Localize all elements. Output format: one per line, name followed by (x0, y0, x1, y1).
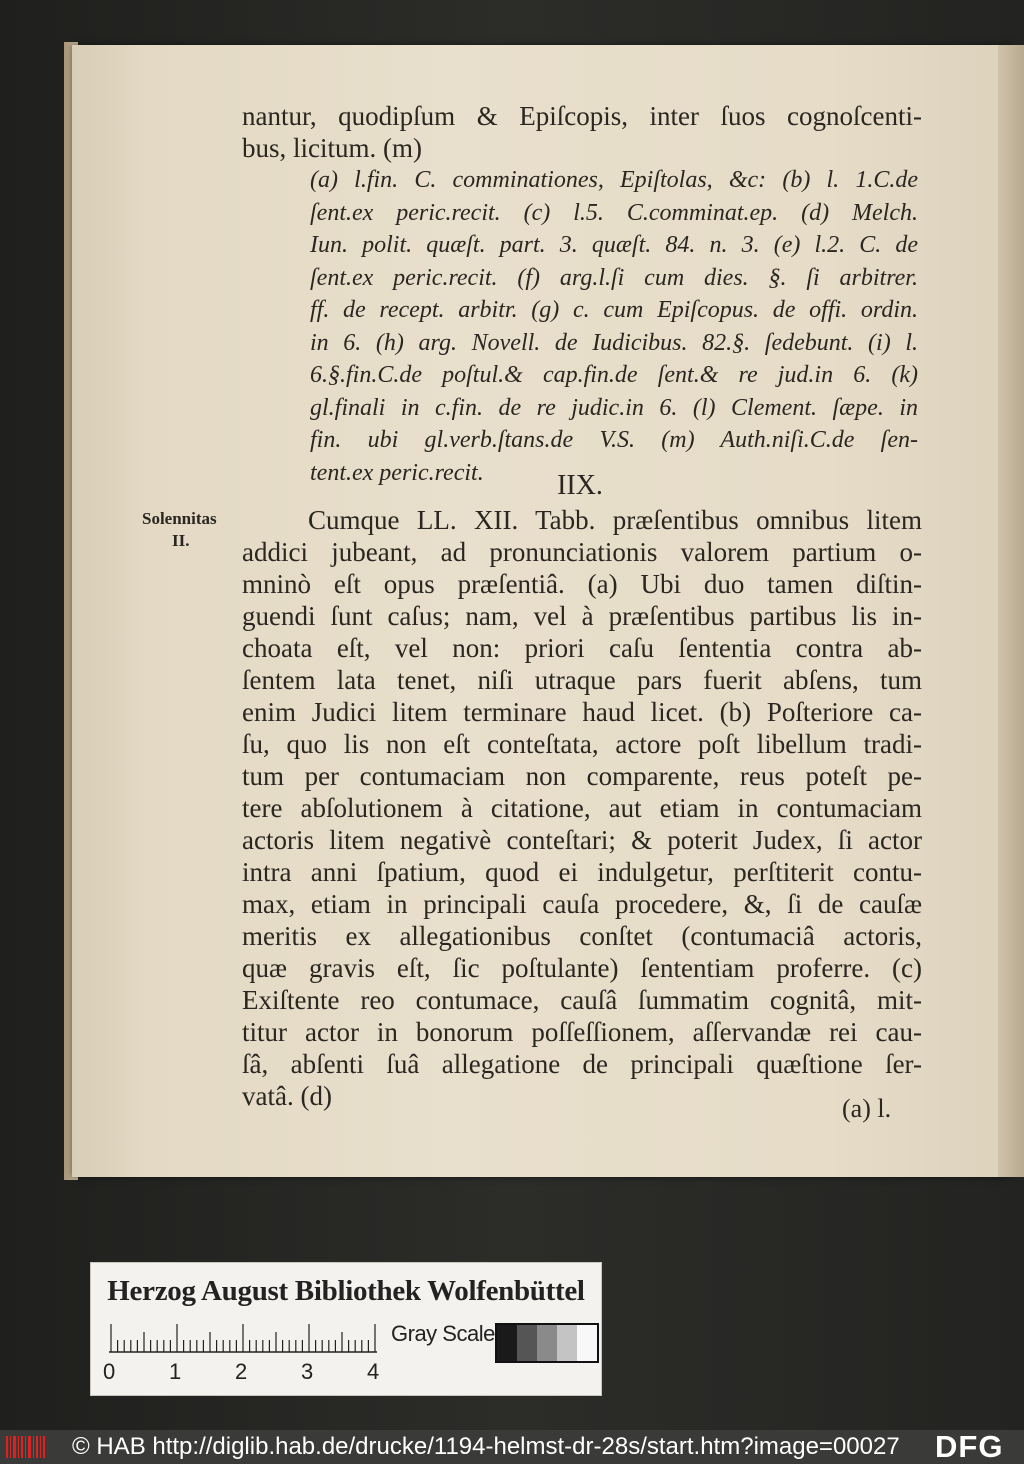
text-line: quæ gravis eſt, ſic poſtulante) ſententiam proferre. (c) (242, 953, 922, 983)
gray-swatch (517, 1325, 537, 1361)
footnote-line: fin. ubi gl.verb.ſtans.de V.S. (m) Auth.niſi.C.de ſen- (310, 427, 918, 453)
body-text-top (242, 100, 922, 164)
footnote-line: Iun. polit. quæſt. part. 3. quæſt. 84. n. 3. (e) l.2. C. de (310, 232, 918, 258)
gray-swatch (497, 1325, 517, 1361)
ruler-number: 2 (235, 1359, 248, 1384)
text-line: addici jubeant, ad pronunciationis valorem partium o- (242, 537, 922, 567)
text-line: mninò eſt opus præſentiâ. (a) Ubi duo tamen diſtin- (242, 569, 922, 599)
source-url: © HAB http://diglib.hab.de/drucke/1194-helmst-dr-28s/start.htm?image=00027 (72, 1433, 900, 1460)
text-line: choata eſt, vel non: priori caſu ſententia contra ab- (242, 633, 922, 663)
text-line: actoris litem negativè conteſtari; & poterit Judex, ſi actor (242, 825, 922, 855)
footnote-line: tent.ex peric.recit. (310, 459, 484, 486)
ruler-number: 3 (301, 1359, 314, 1384)
text-line: tum per contumaciam non comparente, reus poteſt pe- (242, 761, 922, 791)
text-line: intra anni ſpatium, quod ei indulgetur, perſtiterit contu- (242, 857, 922, 887)
text-line: Cumque LL. XII. Tabb. præſentibus omnibus litem (308, 505, 922, 535)
facing-page-strip (998, 45, 1024, 1177)
text-line: enim Judici litem terminare haud licet. (b) Poſteriore ca- (242, 697, 922, 727)
footnote-line: in 6. (h) arg. Novell. de Iudicibus. 82.§. ſedebunt. (i) l. (310, 329, 918, 356)
footnote-line: gl.finali in c.fin. de re judic.in 6. (l) Clement. ſæpe. in (310, 394, 918, 421)
ruler-number: 1 (169, 1359, 182, 1384)
text-line: ſentem lata tenet, niſi utraque pars fuerit abſens, tum (242, 665, 922, 695)
dfg-logo: DFG (935, 1429, 1004, 1464)
text-line: guendi ſunt caſus; nam, vel à præſentibus partibus lis in- (242, 601, 922, 631)
gray-scale-label: Gray Scale (391, 1321, 495, 1346)
footnote-line: 6.§.fin.C.de poſtul.& cap.fin.de ſent.& re jud.in 6. (k) (310, 362, 918, 388)
catchword: (a) l. (842, 1094, 892, 1123)
text-line: meritis ex allegationibus conſtet (contumaciâ actoris, (242, 921, 922, 951)
footnote-line: ff. de recept. arbitr. (g) c. cum Epiſcopus. de offi. ordin. (310, 297, 918, 323)
gray-swatch (537, 1325, 557, 1361)
margin-note-line: Solennitas (142, 509, 217, 528)
margin-note (142, 508, 242, 552)
text-line: vatâ. (d) (242, 1081, 332, 1111)
text-line: Exiſtente reo contumace, cauſâ ſummatim cognitâ, mit- (242, 985, 922, 1015)
text-line: ſâ, abſenti ſuâ allegatione de principali quæſtione ſer- (242, 1049, 922, 1079)
ruler-number: 0 (103, 1359, 116, 1384)
footnote-line: ſent.ex peric.recit. (f) arg.l.ſi cum dies. §. ſi arbitrer. (310, 264, 918, 291)
footnotes (310, 164, 918, 489)
ruler-scale (109, 1323, 377, 1353)
text-line: tere abſolutionem à citatione, aut etiam in contumaciam (242, 793, 922, 823)
gray-scale-swatches (495, 1323, 599, 1363)
ruler-numbers (103, 1359, 403, 1387)
gray-swatch (577, 1325, 597, 1361)
section-heading: IIX. (557, 470, 603, 501)
text-line: ſu, quo lis non eſt conteſtata, actore poſt libellum tradi- (242, 729, 922, 759)
barcode-icon (6, 1434, 46, 1460)
text-line: bus, licitum. (m) (242, 133, 422, 163)
footnote-line: ſent.ex peric.recit. (c) l.5. C.comminat.ep. (d) Melch. (310, 199, 918, 226)
gray-swatch (557, 1325, 577, 1361)
library-name: Herzog August Bibliothek Wolfenbüttel (107, 1275, 585, 1307)
footnote-line: (a) l.fin. C. comminationes, Epiſtolas, &c: (b) l. 1.C.de (310, 167, 918, 193)
footer-bar (0, 1430, 1024, 1464)
text-line: nantur, quodipſum & Epiſcopis, inter ſuos cognoſcenti- (242, 101, 922, 131)
text-line: titur actor in bonorum poſſeſſionem, aſſervandæ rei cau- (242, 1017, 922, 1047)
margin-note-line: II. (172, 531, 190, 550)
body-text-main (242, 504, 922, 1112)
text-line: max, etiam in principali cauſa procedere, &, ſi de cauſæ (242, 889, 922, 919)
library-color-card (90, 1262, 602, 1396)
ruler-number: 4 (367, 1359, 380, 1384)
